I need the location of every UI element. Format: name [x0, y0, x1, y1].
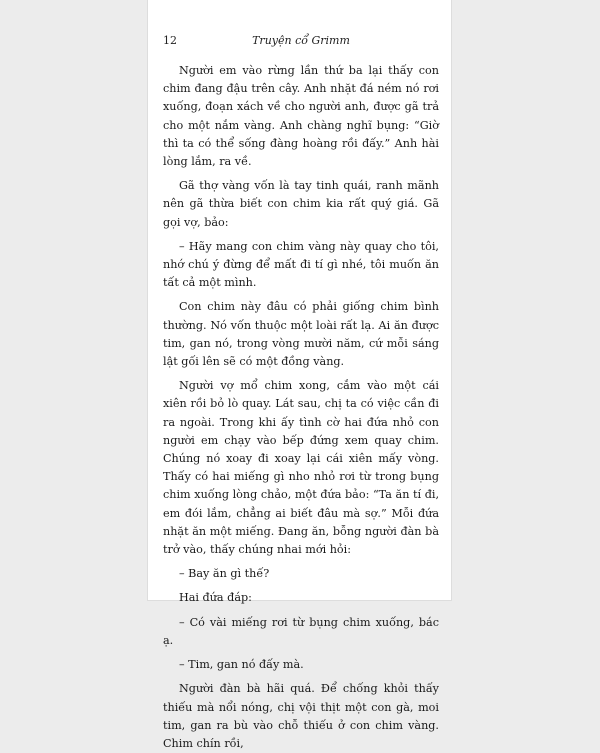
paragraph: Con chim này đâu có phải giống chim bình thường. Nó vốn thuộc một loài rất lạ. Ai ăn được tim, gan nó, trong vòng mười năm, cứ mỗi sáng lật gối lên sẽ có một đồng vàng.	[163, 300, 439, 369]
dialogue-line: – Bay ăn gì thế?	[179, 567, 270, 581]
page-body	[163, 62, 439, 753]
page-header	[163, 34, 439, 50]
paragraph: Người vợ mổ chim xong, cắm vào một cái xiên rồi bỏ lò quay. Lát sau, chị ta có việc cần đi ra ngoài. Trong khi ấy tình cờ hai đứa nhỏ con người em chạy vào bếp đứng xem quay chim. Chúng nó xoay đi xoay lại cái xiên mấy vòng. Thấy có hai miếng gì nho nhỏ rơi từ trong bụng chim xuống lòng chảo, một đứa bảo: “Ta ăn tí đi, em đói lắm, chẳng ai biết đâu mà sợ.” Mỗi đứa nhặt ăn một miếng. Đang ăn, bỗng người đàn bà trở vào, thấy chúng nhai mới hỏi:	[163, 379, 439, 557]
paragraph: Người em vào rừng lần thứ ba lại thấy con chim đang đậu trên cây. Anh nhặt đá ném nó rơi xuống, đoạn xách về cho người anh, được gã trả cho một nắm vàng. Anh chàng nghĩ bụng: “Giờ thì ta có thể sống đàng hoàng rồi đấy.” Anh hài lòng lắm, ra về.	[163, 64, 439, 169]
dialogue-line: – Tim, gan nó đấy mà.	[179, 658, 304, 672]
paragraph: Người đàn bà hãi quá. Để chống khỏi thấy thiếu mà nổi nóng, chị vội thịt một con gà, moi tim, gan ra bù vào chỗ thiếu ở con chim vàng. Chim chín rồi,	[163, 682, 439, 750]
dialogue-line: – Hãy mang con chim vàng này quay cho tôi, nhớ chú ý đừng để mất đi tí gì nhé, tôi muốn ăn tất cả một mình.	[163, 239, 439, 290]
paragraph: Hai đứa đáp:	[179, 591, 252, 605]
running-title: Truyện cổ Grimm	[252, 34, 350, 47]
paragraph: Gã thợ vàng vốn là tay tinh quái, ranh mãnh nên gã thừa biết con chim kia rất quý giá. Gã gọi vợ, bảo:	[163, 179, 439, 229]
dialogue-line: – Có vài miếng rơi từ bụng chim xuống, bác ạ.	[163, 615, 439, 647]
book-page	[148, 0, 451, 750]
page-number: 12	[163, 34, 177, 47]
